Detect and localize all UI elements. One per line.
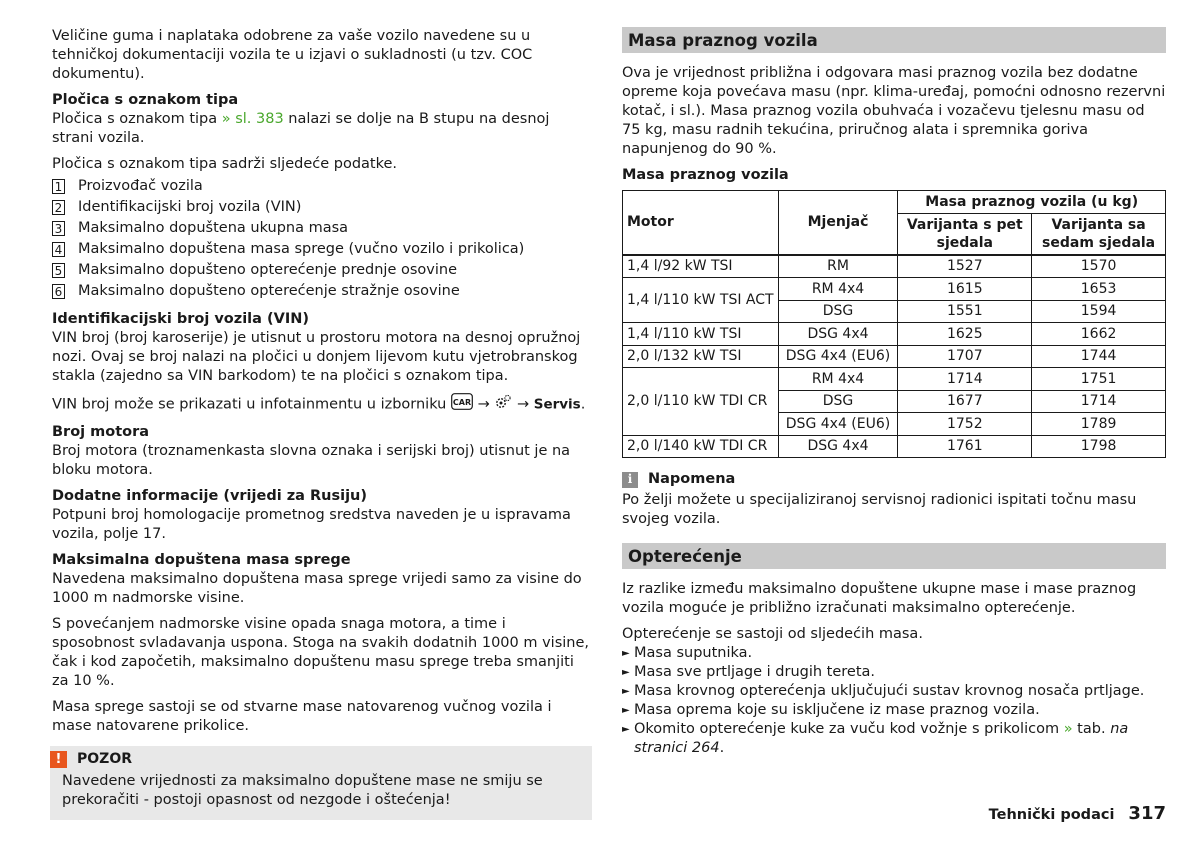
list-item-text: Masa krovnog opterećenja uključujući sustav krovnog nosača prtljage.	[634, 683, 1145, 699]
bullet-arrow-icon: ►	[622, 724, 630, 735]
russia-paragraph: Potpuni broj homologacije prometnog sredstva naveden je u ispravama vozila, polje 17.	[52, 507, 571, 542]
bullet-arrow-icon: ►	[622, 686, 630, 697]
bullet-arrow-icon: ►	[622, 667, 630, 678]
list-item	[622, 701, 1166, 720]
cell-seven: 1594	[1032, 300, 1166, 323]
cell-seven: 1744	[1032, 345, 1166, 368]
table-reference-link[interactable]: »	[1063, 721, 1073, 737]
note-title: Napomena	[648, 471, 736, 487]
servis-menu-label: Servis	[533, 396, 581, 413]
cell-seven: 1789	[1032, 413, 1166, 436]
cell-seven: 1662	[1032, 323, 1166, 346]
load-bullet-list	[622, 644, 1166, 758]
note-text: Po želji možete u specijaliziranoj servisnoj radionici ispitati točnu masu svojeg vozila.	[622, 492, 1137, 527]
page-footer	[989, 804, 1166, 825]
list-item-text	[634, 720, 1166, 758]
vin-heading: Identifikacijski broj vozila (VIN)	[52, 311, 309, 327]
header-mass: Masa praznog vozila (u kg)	[898, 191, 1166, 214]
cell-gearbox: RM	[778, 255, 898, 278]
list-item-text: Masa suputnika.	[634, 645, 753, 661]
list-item	[622, 644, 1166, 663]
right-column	[622, 27, 1166, 758]
figure-reference-link[interactable]: » sl. 383	[221, 111, 284, 127]
page-reference: na stranici 264	[634, 721, 1129, 756]
header-five-seats: Varijanta s pet sjedala	[898, 213, 1032, 255]
altitude-paragraph: S povećanjem nadmorske visine opada snaga motora, a time i sposobnost svladavanja uspona. Stoga na svakih dodatnih 1000 m visine, čak i kod započetih, maksimalno dopuštenu masu sprege treba smanjiti za 10 %.	[52, 616, 590, 689]
cell-five: 1551	[898, 300, 1032, 323]
list-item	[52, 197, 592, 218]
table-row	[623, 323, 1166, 346]
number-box: 1	[52, 179, 65, 194]
engine-heading: Broj motora	[52, 424, 150, 440]
list-item-text: Masa oprema koje su isključene iz mase praznog vozila.	[634, 702, 1040, 718]
bullet5-text: Okomito opterećenje kuke za vuču kod vožnje s prikolicom	[634, 721, 1064, 737]
cell-gearbox: DSG 4x4 (EU6)	[778, 345, 898, 368]
list-item	[52, 281, 592, 302]
list-item	[52, 239, 592, 260]
number-box: 6	[52, 284, 65, 299]
cell-gearbox: DSG	[778, 300, 898, 323]
menu-arrow-2: →	[512, 396, 534, 413]
number-box: 5	[52, 263, 65, 278]
list-item-text: Maksimalno dopuštena ukupna masa	[78, 220, 349, 236]
cell-gearbox: RM 4x4	[778, 368, 898, 391]
warning-exclamation-icon: !	[50, 751, 67, 768]
cell-motor: 1,4 l/92 kW TSI	[623, 255, 779, 278]
cell-five: 1677	[898, 390, 1032, 413]
list-item-text: Maksimalno dopušteno opterećenje stražnje osovine	[78, 283, 460, 299]
header-seven-seats: Varijanta sa sedam sjedala	[1032, 213, 1166, 255]
cell-five: 1714	[898, 368, 1032, 391]
sentence-end: .	[719, 740, 725, 756]
vin-info-text: VIN broj može se prikazati u infotainmentu u izborniku	[52, 396, 451, 413]
menu-arrow-1: →	[472, 396, 495, 413]
info-icon: i	[622, 472, 638, 488]
vin-infotainment-paragraph	[52, 393, 592, 416]
table-row	[623, 435, 1166, 458]
cell-five: 1761	[898, 435, 1032, 458]
list-item	[52, 218, 592, 239]
list-item-text: Masa sve prtljage i drugih tereta.	[634, 664, 876, 680]
page-number: 317	[1128, 803, 1166, 824]
cell-seven: 1570	[1032, 255, 1166, 278]
list-item	[622, 720, 1166, 758]
warning-box	[50, 746, 592, 820]
cell-seven: 1714	[1032, 390, 1166, 413]
cell-seven: 1653	[1032, 278, 1166, 301]
cell-motor: 2,0 l/110 kW TDI CR	[623, 368, 779, 436]
warning-header	[50, 750, 582, 768]
table-row	[623, 345, 1166, 368]
list-item	[52, 176, 592, 197]
warning-title: POZOR	[77, 750, 132, 767]
number-box: 4	[52, 242, 65, 257]
section-heading-load: Opterećenje	[622, 543, 1166, 569]
list-item-text: Proizvođač vozila	[78, 178, 203, 194]
footer-section-title: Tehnički podaci	[988, 807, 1115, 823]
bullet5-tab: tab.	[1072, 721, 1111, 737]
combination-mass-paragraph: Masa sprege sastoji se od stvarne mase natovarenog vučnog vozila i mase natovarene prikolice.	[52, 699, 552, 734]
table-row	[623, 255, 1166, 278]
plate-heading: Pločica s oznakom tipa	[52, 92, 239, 108]
car-menu-icon-label: CAR	[452, 398, 472, 407]
cell-five: 1615	[898, 278, 1032, 301]
sentence-end: .	[580, 396, 586, 413]
intro-paragraph: Veličine guma i naplataka odobrene za vaše vozilo navedene su u tehničkoj dokumentaciji vozila te u izjavi o sukladnosti (u tzv. COC dokumentu).	[52, 28, 533, 82]
plate-text-pre: Pločica s oznakom tipa	[52, 111, 222, 127]
cell-motor: 1,4 l/110 kW TSI	[623, 323, 779, 346]
warning-text: Navedene vrijednosti za maksimalno dopuštene mase ne smiju se prekoračiti - postoji opasnost od nezgode i oštećenja!	[62, 773, 543, 808]
empty-weight-table	[622, 190, 1166, 458]
settings-gear-icon	[494, 394, 512, 416]
combination-paragraph: Navedena maksimalno dopuštena masa sprege vrijedi samo za visine do 1000 m nadmorske visine.	[52, 571, 582, 606]
russia-heading: Dodatne informacije (vrijedi za Rusiju)	[52, 488, 368, 504]
cell-gearbox: DSG 4x4 (EU6)	[778, 413, 898, 436]
cell-five: 1707	[898, 345, 1032, 368]
cell-five: 1625	[898, 323, 1032, 346]
table-row	[623, 278, 1166, 301]
cell-motor: 2,0 l/140 kW TDI CR	[623, 435, 779, 458]
list-item	[622, 663, 1166, 682]
bullet-arrow-icon: ►	[622, 705, 630, 716]
cell-gearbox: DSG	[778, 390, 898, 413]
table-row	[623, 368, 1166, 391]
header-gearbox: Mjenjač	[778, 191, 898, 255]
plate-text-post: nalazi se dolje na B stupu na desnoj strani vozila.	[52, 111, 550, 146]
empty-weight-paragraph: Ova je vrijednost približna i odgovara masi praznog vozila bez dodatne opreme koja povećava masu (npr. klima-uređaj, pomoćni odnosno rezervni kotač, i sl.). Masa praznog vozila obuhvaća i vozačevu tjelesnu masu od 75 kg, masu radnih tekućina, priručnog alata i spremnika goriva napunjenog do 90 %.	[622, 65, 1166, 157]
table-header-row	[623, 191, 1166, 214]
engine-paragraph: Broj motora (troznamenkasta slovna oznaka i serijski broj) utisnut je na bloku motora.	[52, 443, 571, 478]
cell-seven: 1798	[1032, 435, 1166, 458]
plate-items-list	[52, 176, 592, 302]
list-item-text: Maksimalno dopušteno opterećenje prednje osovine	[78, 262, 458, 278]
vin-paragraph: VIN broj (broj karoserije) je utisnut u prostoru motora na desnoj opružnoj nozi. Ovaj se broj nalazi na pločici u donjem lijevom kutu vjetrobranskog stakla (zajedno sa VIN barkodom) te na pločici s oznakom tipa.	[52, 330, 581, 384]
list-item	[622, 682, 1166, 701]
cell-gearbox: RM 4x4	[778, 278, 898, 301]
cell-gearbox: DSG 4x4	[778, 323, 898, 346]
load-consists-text: Opterećenje se sastoji od sljedećih masa.	[622, 626, 923, 642]
plate-contains-text: Pločica s oznakom tipa sadrži sljedeće podatke.	[52, 156, 398, 172]
cell-motor: 1,4 l/110 kW TSI ACT	[623, 278, 779, 323]
bullet-arrow-icon: ►	[622, 648, 630, 659]
cell-seven: 1751	[1032, 368, 1166, 391]
cell-five: 1527	[898, 255, 1032, 278]
car-menu-icon	[451, 393, 473, 416]
list-item-text: Maksimalno dopuštena masa sprege (vučno vozilo i prikolica)	[78, 241, 525, 257]
plate-paragraph	[52, 110, 592, 148]
note-header	[622, 470, 1166, 489]
table-caption: Masa praznog vozila	[622, 167, 789, 183]
cell-motor: 2,0 l/132 kW TSI	[623, 345, 779, 368]
number-box: 2	[52, 200, 65, 215]
list-item-text: Identifikacijski broj vozila (VIN)	[78, 199, 302, 215]
header-motor: Motor	[623, 191, 779, 255]
cell-gearbox: DSG 4x4	[778, 435, 898, 458]
cell-five: 1752	[898, 413, 1032, 436]
left-column	[52, 27, 592, 820]
combination-heading: Maksimalna dopuštena masa sprege	[52, 552, 351, 568]
number-box: 3	[52, 221, 65, 236]
load-paragraph: Iz razlike između maksimalno dopuštene ukupne mase i mase praznog vozila moguće je približno izračunati maksimalno opterećenje.	[622, 581, 1137, 616]
section-heading-empty-weight: Masa praznog vozila	[622, 27, 1166, 53]
list-item	[52, 260, 592, 281]
